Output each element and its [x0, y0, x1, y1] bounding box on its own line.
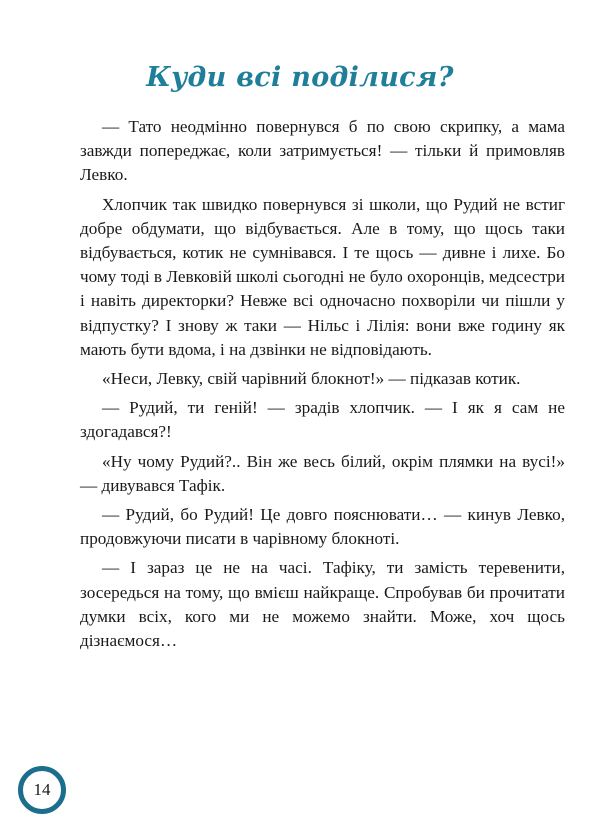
- chapter-title: Куди всі поділися?: [146, 62, 454, 93]
- paragraph: — І зараз це не на часі. Тафіку, ти замість теревенити, зосередься на тому, що вмієш найкраще. Спробував би прочитати думки всіх, кого ми не можемо знайти. Може, хоч щось дізнаємося…: [80, 558, 565, 651]
- paragraph: «Ну чому Рудий?.. Він же весь білий, окрім плямки на вусі!» — дивувався Тафік.: [80, 451, 565, 495]
- paragraph: — Рудий, бо Рудий! Це довго пояснювати… — кинув Левко, продовжуючи писати в чарівному блокноті.: [80, 505, 565, 549]
- paragraph: — Рудий, ти геній! — зрадів хлопчик. — І як я сам не здогадався?!: [80, 398, 565, 442]
- chapter-body: [80, 115, 565, 658]
- page-number-badge: [18, 766, 66, 814]
- paragraph: «Неси, Левку, свій чарівний блокнот!» — підказав котик.: [102, 369, 521, 389]
- page-number: 14: [33, 780, 51, 799]
- paragraph: Хлопчик так швидко повернувся зі школи, що Рудий не встиг добре обдумати, що відбувається. Але в тому, що щось таки відбувається, котик не сумнівався. І те щось — дивне і лихе. Бо чому тоді в Левковій школі сьогодні не було охоронців, медсестри і навіть директорки? Невже всі одночасно похворіли чи пішли у відпустку? І знову ж таки — Нільс і Лілія: вони вже годину як мають бути вдома, і на дзвінки не відповідають.: [80, 194, 565, 359]
- paragraph: — Тато неодмінно повернувся б по свою скрипку, а мама завжди попереджає, коли затримується! — тільки й примовляв Левко.: [80, 117, 565, 185]
